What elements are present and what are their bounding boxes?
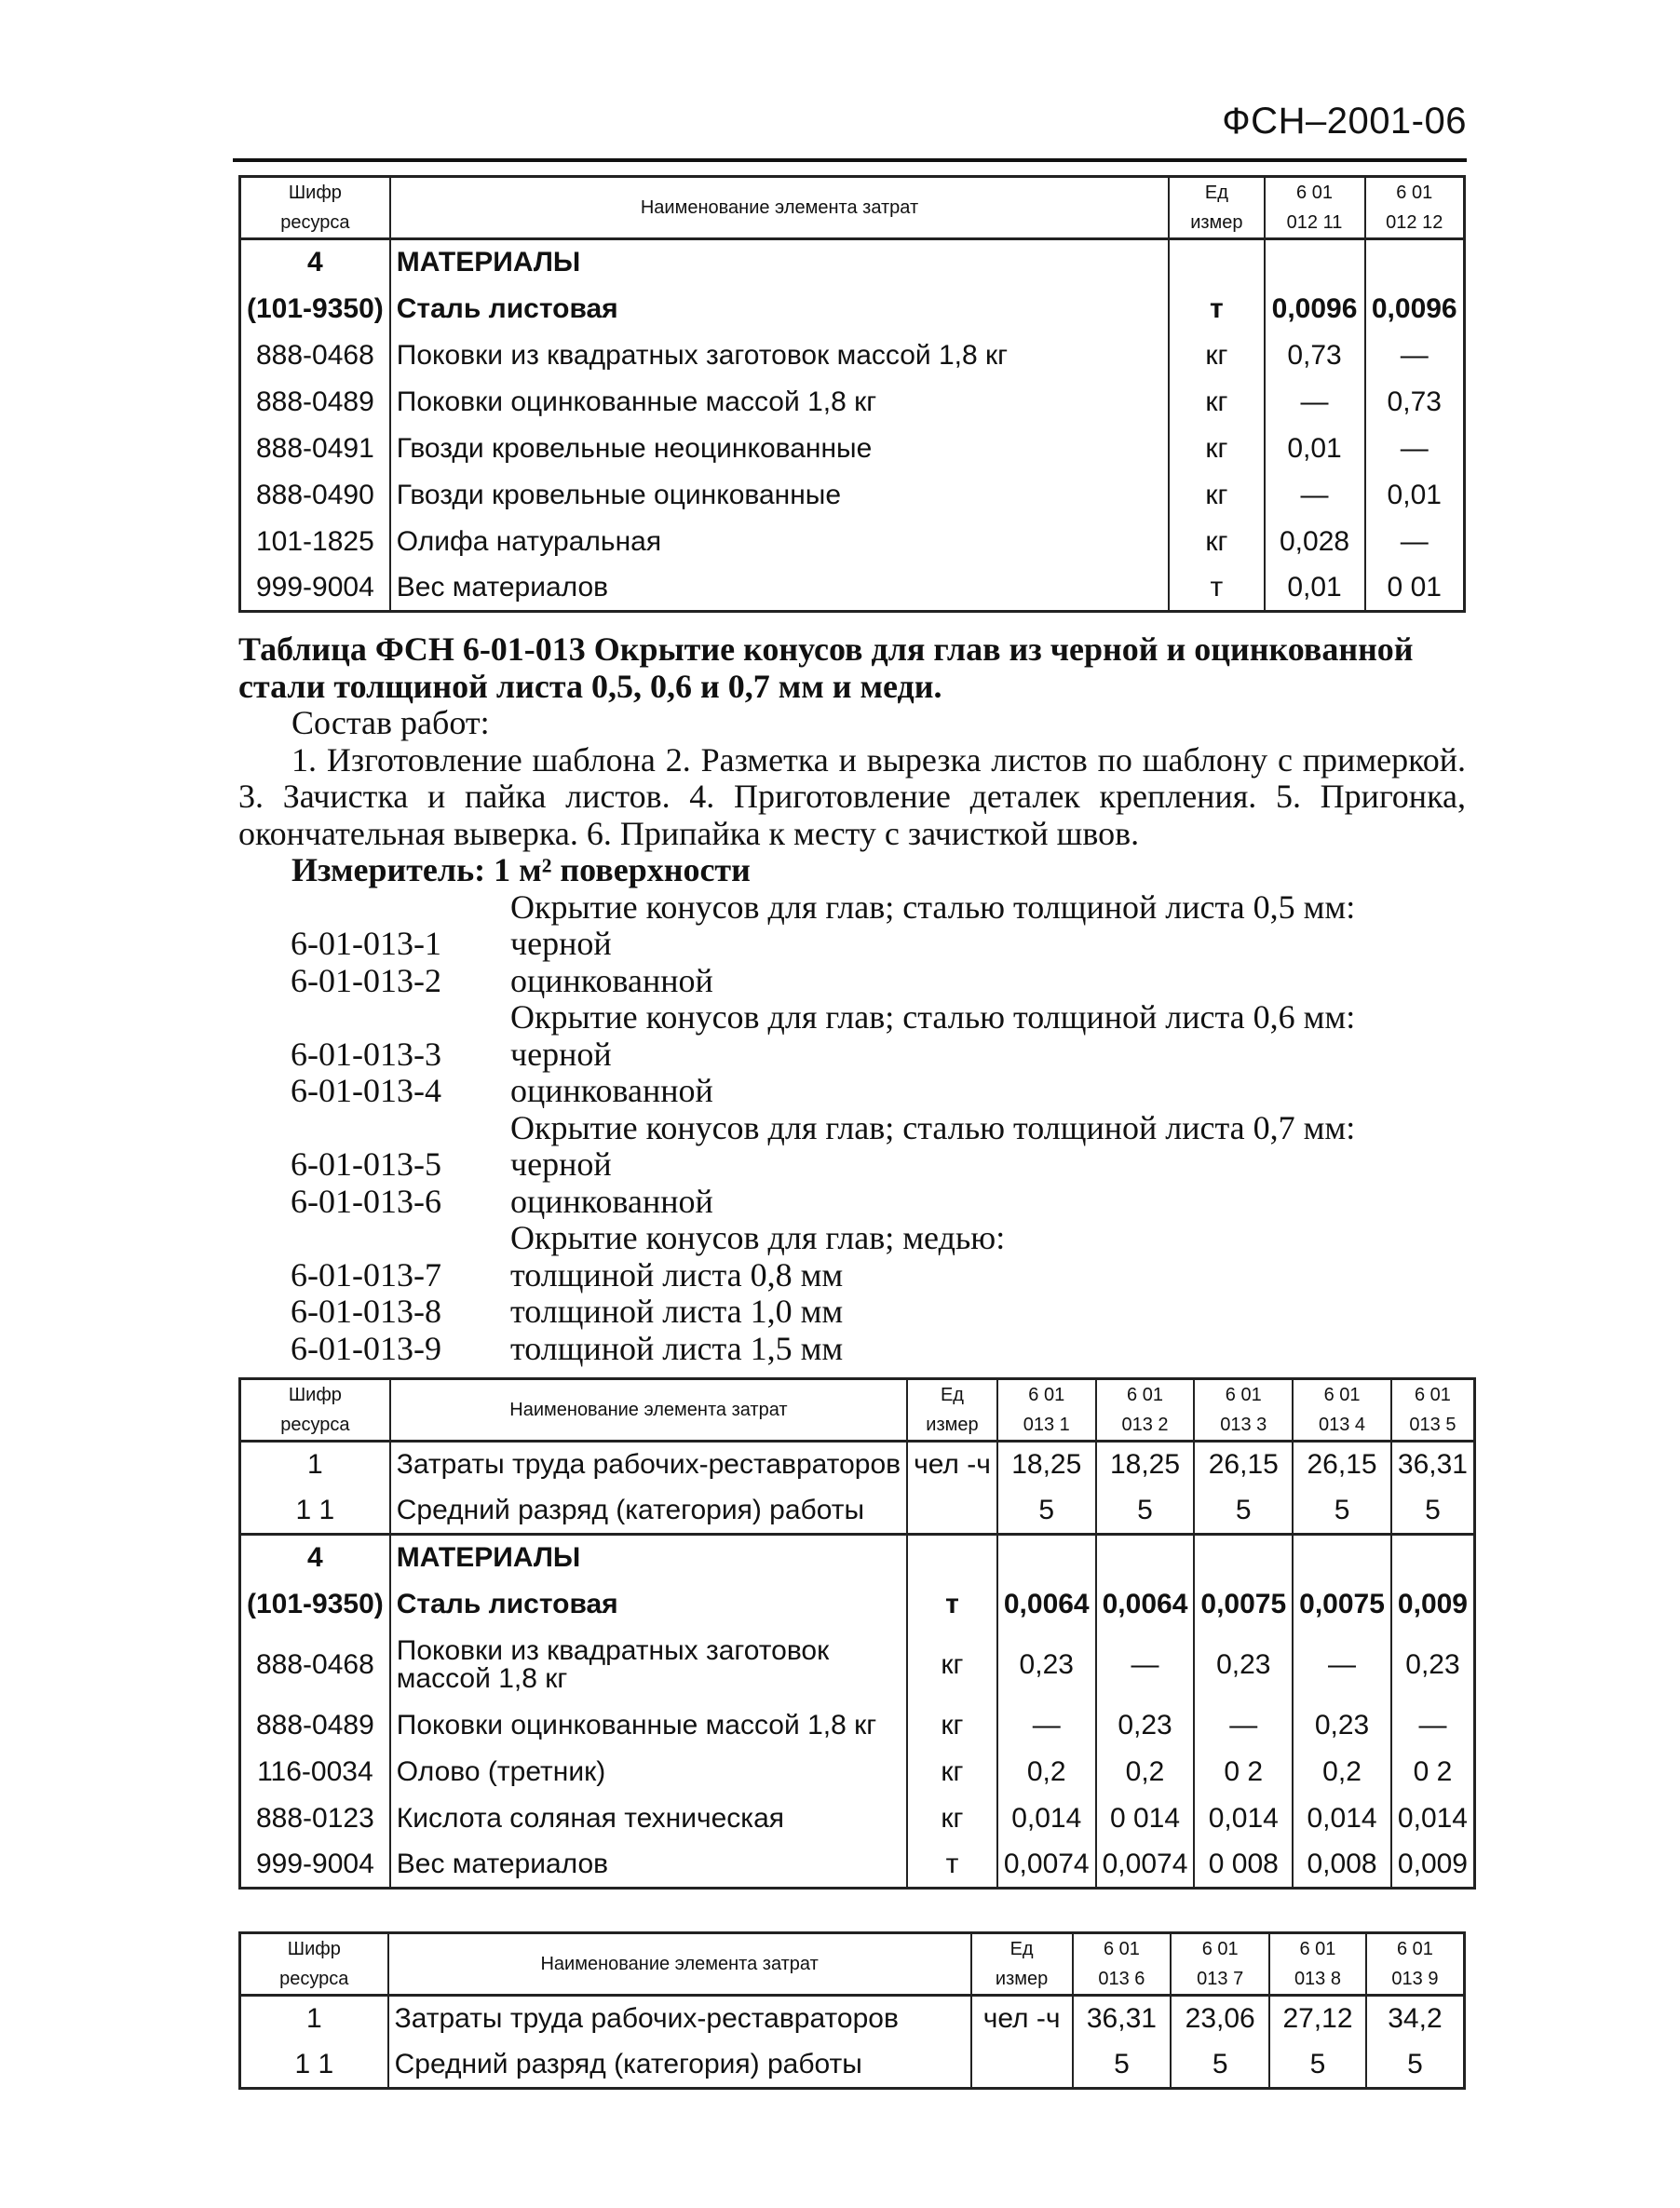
cell-value: 0,23 (1391, 1628, 1475, 1702)
catalog-code: 6-01-013-9 (291, 1329, 441, 1367)
cell-value: 0,0096 (1365, 286, 1465, 332)
cell-name: Гвозди кровельные неоцинкованные (390, 426, 1169, 472)
cell-name: Кислота соляная техническая (390, 1795, 907, 1842)
cell-unit: кг (1169, 379, 1264, 426)
catalog-name: Окрытие конусов для глав; медью: (510, 1219, 1006, 1256)
header-col: 6 01 013 5 (1391, 1379, 1475, 1442)
cell-value: 5 (1171, 2042, 1269, 2089)
table-row (240, 332, 1465, 379)
cell-value: 0 014 (1096, 1795, 1195, 1842)
header-row (240, 1933, 1465, 1996)
table-row (240, 1702, 1475, 1749)
catalog-name: Окрытие конусов для глав; сталью толщиной листа 0,5 мм: (510, 887, 1356, 926)
cell-unit: т (1169, 286, 1264, 332)
table-1 (238, 175, 1466, 613)
cell-value: 0,73 (1265, 332, 1365, 379)
header-rule (233, 158, 1467, 162)
cell-value: — (1293, 1628, 1391, 1702)
cell-code: 888-0123 (240, 1795, 390, 1842)
header-col: 6 01 013 3 (1194, 1379, 1293, 1442)
header-name: Наименование элемента затрат (390, 1379, 907, 1442)
cell-value: 0,23 (1194, 1628, 1293, 1702)
catalog-code: 6-01-013-8 (291, 1293, 441, 1330)
cell-value: 0,009 (1391, 1842, 1475, 1889)
table-row (240, 1842, 1475, 1889)
table-row (240, 1996, 1465, 2042)
cell-value (1365, 239, 1465, 286)
section-title: Таблица ФСН 6-01-013 Окрытие конусов для глав из черной и оцинкованной стали толщиной листа 0,5, 0,6 и 0,7 мм и меди. (238, 630, 1414, 705)
cell-value (997, 1535, 1096, 1581)
cell-value (1265, 239, 1365, 286)
table-row (240, 519, 1465, 565)
catalog-name: оцинкованной (510, 961, 713, 999)
cell-name: Вес материалов (390, 565, 1169, 612)
cell-value: 5 (1366, 2042, 1465, 2089)
cell-name: МАТЕРИАЛЫ (390, 239, 1169, 286)
catalog-item (238, 1110, 1466, 1147)
cell-code: 116-0034 (240, 1749, 390, 1795)
catalog-code: 6-01-013-3 (291, 1035, 441, 1073)
cell-value: 26,15 (1194, 1442, 1293, 1488)
table-row (240, 1488, 1475, 1535)
table-3-header (240, 1933, 1465, 1996)
catalog-item (238, 1036, 1466, 1074)
header-col: 6 01 013 8 (1269, 1933, 1366, 1996)
table-row (240, 379, 1465, 426)
cell-unit (907, 1488, 997, 1535)
table-row (240, 239, 1465, 286)
cell-value: 34,2 (1366, 1996, 1465, 2042)
cell-code: 999-9004 (240, 1842, 390, 1889)
table-2 (238, 1377, 1476, 1890)
header-name: Наименование элемента затрат (388, 1933, 971, 1996)
cell-unit (1169, 239, 1264, 286)
catalog-list (238, 889, 1466, 1368)
cell-name: Олово (третник) (390, 1749, 907, 1795)
catalog-name: толщиной листа 1,5 мм (510, 1329, 844, 1367)
header-code: Шифр ресурса (240, 177, 390, 239)
cell-code: 888-0490 (240, 472, 390, 519)
cell-value: 5 (997, 1488, 1096, 1535)
header-code: Шифр ресурса (240, 1933, 388, 1996)
cell-value: 0,01 (1265, 565, 1365, 612)
cell-value: 5 (1391, 1488, 1475, 1535)
table-row (240, 2042, 1465, 2089)
cell-unit: кг (907, 1749, 997, 1795)
cell-code: 1 1 (240, 2042, 388, 2089)
cell-unit: чел -ч (907, 1442, 997, 1488)
cell-value: 23,06 (1171, 1996, 1269, 2042)
cell-code: 4 (240, 239, 390, 286)
cell-value: 5 (1073, 2042, 1172, 2089)
header-col: 6 01 013 9 (1366, 1933, 1465, 1996)
header-unit: Ед измер (971, 1933, 1073, 1996)
cell-value (1391, 1535, 1475, 1581)
cell-value: — (1096, 1628, 1195, 1702)
cell-value: — (1391, 1702, 1475, 1749)
table-row (240, 1795, 1475, 1842)
document-code: ФСН–2001-06 (1222, 101, 1467, 142)
table-row (240, 1442, 1475, 1488)
cell-name: Сталь листовая (390, 286, 1169, 332)
catalog-item (238, 1257, 1466, 1294)
cell-name: Затраты труда рабочих-реставраторов (388, 1996, 971, 2042)
header-name: Наименование элемента затрат (390, 177, 1169, 239)
table-2-header (240, 1379, 1475, 1442)
header-col: 6 01 012 12 (1365, 177, 1465, 239)
cell-value: 0,009 (1391, 1581, 1475, 1628)
cell-code: 888-0468 (240, 332, 390, 379)
cell-value: 26,15 (1293, 1442, 1391, 1488)
table-row (240, 1581, 1475, 1628)
catalog-item (238, 1331, 1466, 1368)
cell-value: 0,23 (1096, 1702, 1195, 1749)
catalog-name: Окрытие конусов для глав; сталью толщиной листа 0,7 мм: (510, 1108, 1356, 1146)
catalog-item (238, 963, 1466, 1000)
cell-value: 0,0074 (1096, 1842, 1195, 1889)
cell-value: 0,014 (1293, 1795, 1391, 1842)
header-row (240, 1379, 1475, 1442)
cell-value: 5 (1269, 2042, 1366, 2089)
cell-value: 0,2 (1293, 1749, 1391, 1795)
cell-value: — (1365, 426, 1465, 472)
catalog-item (238, 1184, 1466, 1221)
cell-code: 101-1825 (240, 519, 390, 565)
table-row (240, 426, 1465, 472)
cell-unit: чел -ч (971, 1996, 1073, 2042)
cell-value: 27,12 (1269, 1996, 1366, 2042)
header-code: Шифр ресурса (240, 1379, 390, 1442)
cell-name: Сталь листовая (390, 1581, 907, 1628)
cell-code: 888-0468 (240, 1628, 390, 1702)
catalog-name: толщиной листа 1,0 мм (510, 1293, 844, 1330)
work-label: Состав работ: (291, 704, 490, 741)
section-text (238, 631, 1466, 1367)
table-3 (238, 1931, 1466, 2090)
catalog-code: 6-01-013-7 (291, 1255, 441, 1294)
cell-unit: т (1169, 565, 1264, 612)
cell-name: МАТЕРИАЛЫ (390, 1535, 907, 1581)
cell-unit (907, 1535, 997, 1581)
header-row (240, 177, 1465, 239)
cell-value: 0,0064 (997, 1581, 1096, 1628)
catalog-name: оцинкованной (510, 1182, 713, 1220)
cell-code: 888-0489 (240, 379, 390, 426)
header-col: 6 01 013 4 (1293, 1379, 1391, 1442)
cell-value: 18,25 (997, 1442, 1096, 1488)
cell-value: 0,028 (1265, 519, 1365, 565)
cell-value: 0,014 (1194, 1795, 1293, 1842)
cell-value: 0,0074 (997, 1842, 1096, 1889)
table-row (240, 1749, 1475, 1795)
work-text: 1. Изготовление шаблона 2. Разметка и вырезка листов по шаблону с примеркой. 3. Зачистка и пайка листов. 4. Приготовление деталек крепления. 5. Пригонка, окончательная выверка. 6. Припайка к месту с зачисткой швов. (238, 740, 1466, 852)
cell-value: 0,0075 (1293, 1581, 1391, 1628)
cell-name: Поковки из квадратных заготовок массой 1,8 кг (390, 1628, 907, 1702)
cell-value: 0,2 (997, 1749, 1096, 1795)
cell-unit: кг (1169, 426, 1264, 472)
catalog-code: 6-01-013-1 (291, 925, 441, 962)
cell-value: 0,01 (1365, 472, 1465, 519)
catalog-code: 6-01-013-6 (291, 1182, 441, 1220)
table-row (240, 1628, 1475, 1702)
cell-value: 0,008 (1293, 1842, 1391, 1889)
cell-value: — (1194, 1702, 1293, 1749)
catalog-item (238, 1146, 1466, 1184)
cell-value: 36,31 (1073, 1996, 1172, 2042)
cell-value: 0,73 (1365, 379, 1465, 426)
cell-value: 0,014 (997, 1795, 1096, 1842)
cell-value: — (1265, 379, 1365, 426)
table-3-body (240, 1996, 1465, 2089)
table-row (240, 565, 1465, 612)
cell-code: (101-9350) (240, 1581, 390, 1628)
page-header (233, 101, 1467, 160)
cell-value: — (1365, 332, 1465, 379)
header-unit: Ед измер (907, 1379, 997, 1442)
cell-unit: кг (1169, 472, 1264, 519)
catalog-item (238, 999, 1466, 1036)
catalog-code: 6-01-013-4 (291, 1072, 441, 1109)
cell-code: 999-9004 (240, 565, 390, 612)
measure-label: Измеритель: 1 м² поверхности (291, 851, 751, 888)
cell-name: Поковки из квадратных заготовок массой 1,8 кг (390, 332, 1169, 379)
cell-value: 0,23 (1293, 1702, 1391, 1749)
cell-unit: т (907, 1581, 997, 1628)
cell-name: Затраты труда рабочих-реставраторов (390, 1442, 907, 1488)
header-col: 6 01 013 7 (1171, 1933, 1269, 1996)
cell-value: 36,31 (1391, 1442, 1475, 1488)
cell-name: Гвозди кровельные оцинкованные (390, 472, 1169, 519)
cell-unit (971, 2042, 1073, 2089)
cell-unit: т (907, 1842, 997, 1889)
table-1-header (240, 177, 1465, 239)
cell-code: 1 1 (240, 1488, 390, 1535)
header-unit: Ед измер (1169, 177, 1264, 239)
table-2-body (240, 1442, 1475, 1889)
cell-name: Олифа натуральная (390, 519, 1169, 565)
table-1-body (240, 239, 1465, 612)
cell-code: 888-0491 (240, 426, 390, 472)
cell-name: Средний разряд (категория) работы (388, 2042, 971, 2089)
cell-code: 1 (240, 1442, 390, 1488)
catalog-name: толщиной листа 0,8 мм (510, 1255, 844, 1294)
table-row (240, 1535, 1475, 1581)
cell-value (1096, 1535, 1195, 1581)
catalog-item (238, 889, 1466, 927)
cell-value: 5 (1293, 1488, 1391, 1535)
catalog-code: 6-01-013-5 (291, 1145, 441, 1183)
catalog-name: черной (510, 925, 612, 962)
cell-value (1194, 1535, 1293, 1581)
table-row (240, 472, 1465, 519)
header-col: 6 01 013 6 (1073, 1933, 1172, 1996)
cell-value: 0,23 (997, 1628, 1096, 1702)
cell-code: 888-0489 (240, 1702, 390, 1749)
cell-value: — (1365, 519, 1465, 565)
cell-value: — (1265, 472, 1365, 519)
cell-value: — (997, 1702, 1096, 1749)
cell-value: 0 2 (1194, 1749, 1293, 1795)
cell-value: 0 2 (1391, 1749, 1475, 1795)
cell-name: Средний разряд (категория) работы (390, 1488, 907, 1535)
catalog-item (238, 1294, 1466, 1331)
cell-value: 0,0064 (1096, 1581, 1195, 1628)
header-col: 6 01 013 1 (997, 1379, 1096, 1442)
catalog-item (238, 1073, 1466, 1110)
catalog-name: Окрытие конусов для глав; сталью толщиной листа 0,6 мм: (510, 998, 1356, 1036)
cell-unit: кг (907, 1702, 997, 1749)
catalog-name: оцинкованной (510, 1072, 713, 1109)
table-row (240, 286, 1465, 332)
catalog-code: 6-01-013-2 (291, 961, 441, 999)
catalog-name: черной (510, 1035, 612, 1073)
cell-unit: кг (1169, 332, 1264, 379)
catalog-item (238, 926, 1466, 963)
cell-value: 5 (1096, 1488, 1195, 1535)
catalog-name: черной (510, 1145, 612, 1183)
cell-unit: кг (1169, 519, 1264, 565)
cell-unit: кг (907, 1795, 997, 1842)
header-col: 6 01 013 2 (1096, 1379, 1195, 1442)
cell-code: 1 (240, 1996, 388, 2042)
cell-value: 0 01 (1365, 565, 1465, 612)
catalog-item (238, 1220, 1466, 1257)
header-col: 6 01 012 11 (1265, 177, 1365, 239)
cell-value: 0,01 (1265, 426, 1365, 472)
cell-value (1293, 1535, 1391, 1581)
cell-value: 0,0075 (1194, 1581, 1293, 1628)
cell-name: Вес материалов (390, 1842, 907, 1889)
cell-value: 0 008 (1194, 1842, 1293, 1889)
cell-value: 5 (1194, 1488, 1293, 1535)
cell-value: 18,25 (1096, 1442, 1195, 1488)
cell-value: 0,014 (1391, 1795, 1475, 1842)
cell-code: (101-9350) (240, 286, 390, 332)
cell-name: Поковки оцинкованные массой 1,8 кг (390, 379, 1169, 426)
cell-code: 4 (240, 1535, 390, 1581)
cell-unit: кг (907, 1628, 997, 1702)
cell-value: 0,2 (1096, 1749, 1195, 1795)
cell-value: 0,0096 (1265, 286, 1365, 332)
cell-name: Поковки оцинкованные массой 1,8 кг (390, 1702, 907, 1749)
